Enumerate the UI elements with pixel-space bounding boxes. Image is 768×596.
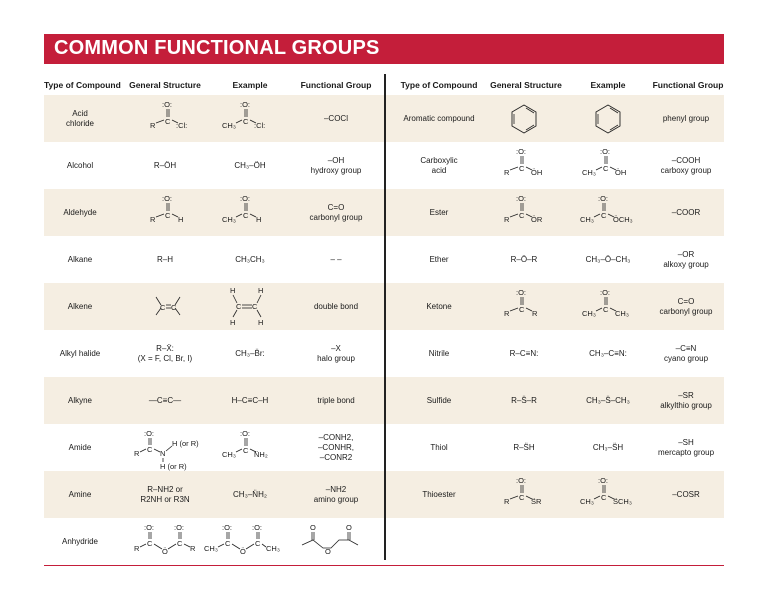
group-cell: –C≡N cyano group — [663, 343, 709, 363]
col-type: Type of Compound — [400, 80, 478, 90]
example-structure: CH₃–ÖH — [234, 160, 266, 170]
svg-text:C: C — [519, 305, 525, 314]
svg-text:C: C — [160, 303, 166, 312]
svg-text:C: C — [236, 302, 242, 311]
svg-text:N: N — [160, 449, 166, 458]
svg-text::O:: :O: — [516, 147, 527, 156]
general-structure: R–C≡N: — [509, 348, 539, 358]
example-structure — [558, 95, 658, 142]
general-structure: R–S̈–R — [511, 395, 537, 405]
example-structure — [558, 471, 658, 518]
svg-text:R: R — [134, 449, 140, 458]
table-row — [44, 283, 384, 330]
column-divider — [384, 74, 386, 560]
anhydride-group-svg — [292, 518, 380, 565]
svg-text:R: R — [504, 497, 510, 506]
col-type: Type of Compound — [44, 80, 121, 90]
svg-text::O:: :O: — [240, 100, 251, 109]
table-row — [386, 471, 724, 518]
table-row — [44, 189, 384, 236]
svg-text:C: C — [252, 302, 258, 311]
general-structure: R–Ö–R — [510, 254, 538, 264]
ethylene-svg — [204, 283, 288, 330]
svg-text:R: R — [504, 168, 510, 177]
general-structure — [116, 95, 216, 142]
acetamide-svg — [204, 424, 288, 471]
example-structure — [204, 424, 288, 471]
general-structure — [116, 189, 216, 236]
general-structure: R–Ẍ: (X = F, Cl, Br, I) — [137, 343, 193, 363]
type-cell: Ester — [429, 207, 449, 217]
type-cell: Ether — [429, 254, 449, 264]
type-cell: Ketone — [426, 301, 452, 311]
table-row — [386, 189, 724, 236]
group-cell: –COSR — [672, 489, 700, 499]
acetic-anhydride-svg — [204, 518, 288, 565]
col-general: General Structure — [490, 80, 562, 90]
svg-text::O:: :O: — [252, 523, 263, 532]
svg-text::O:: :O: — [240, 194, 251, 203]
svg-text::O:: :O: — [162, 194, 173, 203]
group-cell: triple bond — [317, 395, 355, 405]
methyl-thioacetate-svg — [558, 471, 658, 518]
svg-text::O:: :O: — [222, 523, 233, 532]
svg-text:C: C — [177, 539, 183, 548]
acetyl-chloride-svg — [204, 95, 288, 142]
right-headers — [398, 80, 728, 92]
svg-text:O: O — [310, 523, 316, 532]
svg-text::O:: :O: — [516, 194, 527, 203]
svg-text:R: R — [150, 215, 156, 224]
svg-text:H: H — [178, 215, 184, 224]
svg-text:C: C — [225, 539, 231, 548]
table-row — [44, 377, 384, 424]
example-structure: H–C≡C–H — [231, 395, 269, 405]
general-structure — [116, 424, 216, 471]
svg-text:CH₃: CH₃ — [222, 450, 236, 459]
group-cell: –COCl — [323, 113, 348, 123]
general-structure: R–S̈H — [513, 442, 535, 452]
example-structure: CH₃–C≡N: — [589, 348, 627, 358]
amide-substituent-1: H (or R) — [172, 439, 199, 448]
example-structure: CH₃–S̈–CH₃ — [586, 395, 630, 405]
svg-text::Cl:: :Cl: — [254, 121, 266, 130]
type-cell: Acid chloride — [65, 108, 94, 128]
table-row — [386, 424, 724, 471]
type-cell: Alkyne — [67, 395, 92, 405]
general-structure: R–H — [156, 254, 173, 264]
example-structure: CH₃–B̈r: — [235, 348, 265, 358]
example-structure: CH₃CH₃ — [235, 254, 265, 264]
svg-text:H: H — [256, 215, 262, 224]
svg-text:H: H — [258, 318, 264, 327]
type-cell: Thiol — [430, 442, 448, 452]
table-row — [44, 518, 384, 565]
group-cell: –COOR — [671, 207, 701, 217]
table-row — [386, 142, 724, 189]
example-structure — [558, 189, 658, 236]
svg-text:C: C — [243, 117, 249, 126]
group-structure — [292, 518, 380, 565]
svg-text:CH₃: CH₃ — [580, 497, 594, 506]
svg-text:R: R — [504, 215, 510, 224]
svg-text:H: H — [258, 286, 264, 295]
example-structure: CH₃–N̈H₂ — [233, 489, 267, 499]
svg-text:CH₃: CH₃ — [582, 309, 596, 318]
svg-text::O:: :O: — [598, 476, 609, 485]
group-cell: C=O carbonyl group — [309, 202, 363, 222]
example-structure: CH₃–S̈H — [592, 442, 624, 452]
bottom-rule — [44, 565, 724, 566]
methyl-acetate-svg — [558, 189, 658, 236]
amide-general-svg — [116, 424, 216, 471]
col-general: General Structure — [129, 80, 201, 90]
svg-text:R: R — [532, 309, 538, 318]
svg-text::O:: :O: — [144, 429, 155, 438]
table-row — [44, 424, 384, 471]
type-cell: Amine — [68, 489, 92, 499]
svg-text::O:: :O: — [516, 288, 527, 297]
svg-text:C: C — [147, 539, 153, 548]
example-structure — [204, 518, 288, 565]
svg-text:R: R — [504, 309, 510, 318]
col-example: Example — [232, 80, 268, 90]
table-row — [44, 142, 384, 189]
svg-text:C: C — [603, 305, 609, 314]
group-cell: –COOH carboxy group — [660, 155, 712, 175]
svg-text:CH₃: CH₃ — [615, 309, 629, 318]
example-structure — [204, 283, 288, 330]
table-row — [386, 236, 724, 283]
svg-text:C: C — [255, 539, 261, 548]
svg-text:R: R — [190, 544, 196, 553]
svg-text:H: H — [230, 286, 236, 295]
svg-text:CH₃: CH₃ — [582, 168, 596, 177]
example-structure: CH₃–Ö–CH₃ — [585, 254, 631, 264]
group-cell: –CONH2, –CONHR, –CONR2 — [317, 432, 354, 462]
type-cell: Sulfide — [426, 395, 452, 405]
type-cell: Alkane — [67, 254, 93, 264]
svg-text:CH₃: CH₃ — [580, 215, 594, 224]
col-group: Functional Group — [652, 80, 724, 90]
type-cell: Nitrile — [428, 348, 450, 358]
table-row — [44, 236, 384, 283]
svg-text:C: C — [519, 493, 525, 502]
table-row — [386, 95, 724, 142]
aldehyde-general-svg — [116, 189, 216, 236]
svg-text:ÖH: ÖH — [531, 168, 543, 177]
svg-text:C: C — [519, 164, 525, 173]
left-table — [44, 95, 384, 565]
svg-text:ÖR: ÖR — [531, 215, 543, 224]
svg-text::Cl:: :Cl: — [176, 121, 188, 130]
acetaldehyde-svg — [204, 189, 288, 236]
example-structure — [204, 95, 288, 142]
group-cell: phenyl group — [662, 113, 710, 123]
svg-text:CH₃: CH₃ — [204, 544, 218, 553]
table-row — [44, 471, 384, 518]
svg-text:CH₃: CH₃ — [266, 544, 280, 553]
group-cell: –SH mercapto group — [657, 437, 715, 457]
svg-text:R: R — [134, 544, 140, 553]
group-cell: C=O carbonyl group — [659, 296, 713, 316]
table-row — [386, 330, 724, 377]
type-cell: Anhydride — [61, 536, 99, 546]
svg-text:C: C — [603, 164, 609, 173]
group-cell: –OR alkoxy group — [663, 249, 709, 269]
svg-text:O: O — [346, 523, 352, 532]
type-cell: Alcohol — [66, 160, 94, 170]
svg-text:C: C — [601, 493, 607, 502]
halogen-list: (X = F, Cl, Br, I) — [137, 353, 193, 363]
benzene-ring-icon — [558, 95, 658, 142]
svg-text:ÖCH₃: ÖCH₃ — [613, 215, 633, 224]
alkene-general-svg — [116, 283, 216, 330]
type-cell: Alkene — [67, 301, 93, 311]
svg-text:C: C — [165, 211, 171, 220]
svg-text::O:: :O: — [240, 429, 251, 438]
group-cell: –X halo group — [317, 343, 355, 363]
left-headers — [44, 80, 384, 92]
col-example: Example — [590, 80, 626, 90]
svg-text:C: C — [601, 211, 607, 220]
example-structure — [558, 142, 658, 189]
amine-line-1: R–NH2 or — [147, 484, 183, 494]
type-cell: Aldehyde — [63, 207, 97, 217]
svg-text::O:: :O: — [600, 288, 611, 297]
svg-text::O:: :O: — [174, 523, 185, 532]
svg-text:Ö: Ö — [162, 547, 168, 556]
group-cell: –NH2 amino group — [313, 484, 359, 504]
acetic-acid-svg — [558, 142, 658, 189]
table-row — [386, 283, 724, 330]
svg-text::O:: :O: — [598, 194, 609, 203]
svg-text:C: C — [519, 211, 525, 220]
type-cell: Amide — [68, 442, 92, 452]
col-group: Functional Group — [300, 80, 372, 90]
group-cell: –OH hydroxy group — [310, 155, 362, 175]
group-cell: double bond — [313, 301, 359, 311]
table-row — [44, 95, 384, 142]
acid-chloride-general-svg — [116, 95, 216, 142]
table-row — [386, 377, 724, 424]
acetone-svg — [558, 283, 658, 330]
table-row — [44, 330, 384, 377]
svg-text:S̈R: S̈R — [531, 497, 542, 506]
example-structure — [558, 283, 658, 330]
svg-text:N̈H₂: N̈H₂ — [254, 450, 268, 459]
svg-text:C: C — [165, 117, 171, 126]
svg-text::O:: :O: — [162, 100, 173, 109]
general-structure — [126, 471, 204, 518]
svg-text:Ö: Ö — [240, 547, 246, 556]
type-cell: Aromatic compound — [403, 113, 475, 123]
svg-text:S̈CH₃: S̈CH₃ — [613, 497, 632, 506]
svg-text:R: R — [150, 121, 156, 130]
general-structure — [116, 283, 216, 330]
page-title: COMMON FUNCTIONAL GROUPS — [54, 37, 380, 59]
svg-text:C: C — [147, 445, 153, 454]
right-table — [386, 95, 724, 565]
general-structure: R–ÖH — [153, 160, 177, 170]
svg-text:CH₃: CH₃ — [222, 121, 236, 130]
type-cell: Alkyl halide — [59, 348, 101, 358]
amine-line-2: R2NH or R3N — [140, 494, 190, 504]
type-cell: Carboxylic acid — [420, 155, 458, 175]
svg-text:C: C — [243, 446, 249, 455]
svg-text:CH₃: CH₃ — [222, 215, 236, 224]
title-banner — [44, 34, 724, 64]
svg-text::O:: :O: — [600, 147, 611, 156]
example-structure — [204, 189, 288, 236]
anhydride-general-svg — [116, 518, 216, 565]
svg-text:H: H — [230, 318, 236, 327]
amide-substituent-2: H (or R) — [160, 462, 187, 471]
svg-text::O:: :O: — [144, 523, 155, 532]
group-cell: –SR alkylthio group — [660, 390, 712, 410]
general-structure — [116, 518, 216, 565]
general-structure: —C≡C— — [148, 395, 182, 405]
group-cell: – – — [330, 254, 342, 264]
svg-text:C: C — [171, 303, 177, 312]
svg-text:C: C — [243, 211, 249, 220]
svg-text:ÖH: ÖH — [615, 168, 627, 177]
svg-text:O: O — [325, 547, 331, 556]
type-cell: Thioester — [422, 489, 456, 499]
svg-text::O:: :O: — [516, 476, 527, 485]
